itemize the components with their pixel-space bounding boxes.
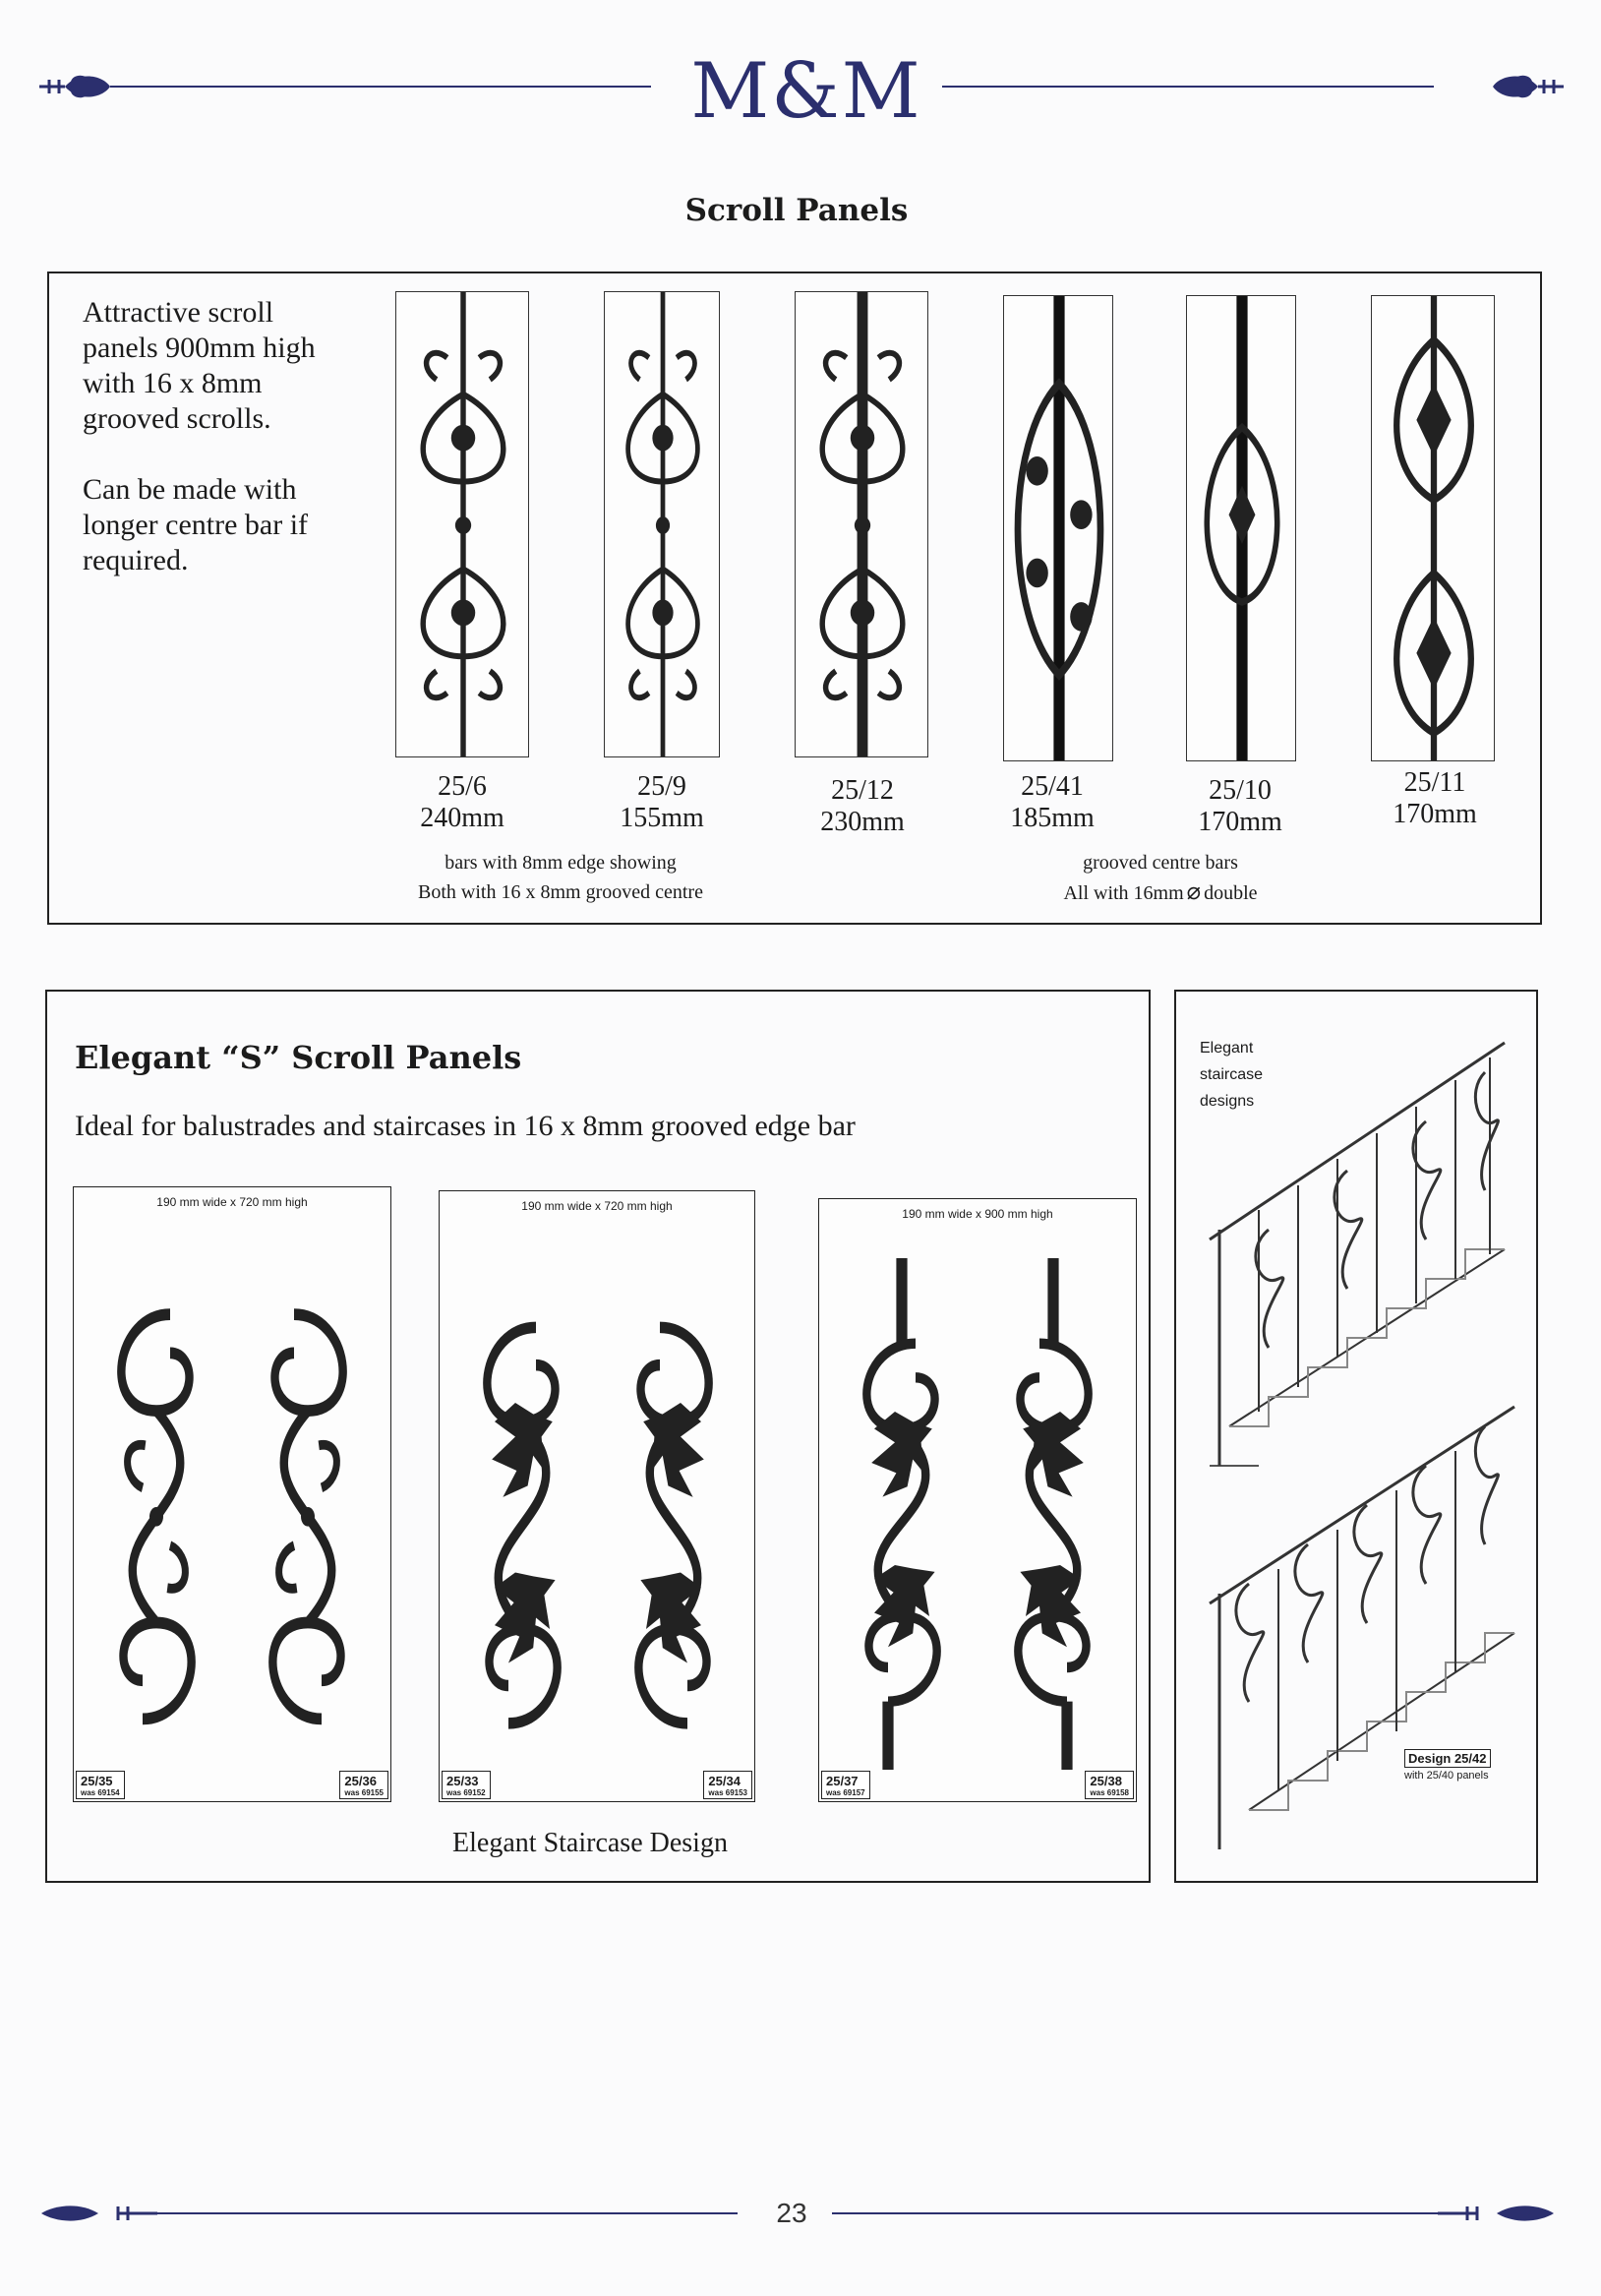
code-tag-right bbox=[1085, 1771, 1134, 1799]
code: 25/33 bbox=[446, 1774, 479, 1788]
design-note: with 25/40 panels bbox=[1404, 1770, 1489, 1782]
header-right-ornament bbox=[1431, 75, 1564, 98]
s-panel-dims: 190 mm wide x 720 mm high bbox=[521, 1199, 673, 1213]
panel-image-25-10 bbox=[1186, 295, 1296, 761]
panel-width: 170mm bbox=[1198, 807, 1282, 837]
panel-caption-25-10 bbox=[1156, 775, 1324, 838]
code-tag-left bbox=[821, 1771, 870, 1799]
code: 25/37 bbox=[826, 1774, 859, 1788]
code-tag-left bbox=[76, 1771, 125, 1799]
note-line bbox=[1003, 877, 1318, 908]
panel-image-25-9 bbox=[604, 291, 720, 757]
panel-image-25-11 bbox=[1371, 295, 1495, 761]
staircase-label-line: staircase bbox=[1200, 1066, 1264, 1083]
footer-right-ornament bbox=[1438, 2202, 1556, 2225]
staircase-label-line: designs bbox=[1200, 1093, 1255, 1110]
panel-code: 25/41 bbox=[1021, 771, 1084, 802]
panel-code: 25/6 bbox=[438, 771, 487, 802]
footer-left-rule bbox=[155, 2212, 738, 2214]
was-code: was 69153 bbox=[708, 1788, 747, 1797]
scroll-panels-title: Scroll Panels bbox=[684, 193, 909, 228]
footer-right-rule bbox=[832, 2212, 1442, 2214]
s-scroll-title: Elegant “S” Scroll Panels bbox=[75, 1039, 522, 1076]
note-line: Both with 16 x 8mm grooved centre bbox=[418, 881, 703, 903]
was-code: was 69158 bbox=[1090, 1788, 1129, 1797]
design-code: Design 25/42 bbox=[1404, 1749, 1491, 1768]
code: 25/38 bbox=[1090, 1774, 1122, 1788]
scroll-panels-note-right bbox=[1003, 848, 1318, 908]
note-text: All with 16mm bbox=[1063, 882, 1184, 904]
desc-line: panels 900mm high bbox=[83, 332, 316, 364]
s-scroll-caption: Elegant Staircase Design bbox=[452, 1828, 728, 1858]
s-panel-dims: 190 mm wide x 900 mm high bbox=[902, 1207, 1053, 1221]
staircase-illustration-bottom bbox=[1190, 1397, 1524, 1859]
was-code: was 69154 bbox=[81, 1788, 120, 1797]
code: 25/35 bbox=[81, 1774, 113, 1788]
s-panel-3 bbox=[818, 1198, 1137, 1802]
panel-code: 25/10 bbox=[1209, 775, 1272, 806]
panel-caption-25-41 bbox=[969, 771, 1136, 834]
s-panel-2 bbox=[439, 1190, 755, 1802]
panel-width: 230mm bbox=[820, 807, 905, 837]
panel-code: 25/9 bbox=[637, 771, 686, 802]
code-tag-right bbox=[703, 1771, 752, 1799]
code-tag-right bbox=[339, 1771, 388, 1799]
scroll-panels-note-left bbox=[364, 848, 757, 907]
code: 25/36 bbox=[344, 1774, 377, 1788]
desc-line: Can be made with bbox=[83, 473, 297, 506]
desc-line: longer centre bar if bbox=[83, 509, 309, 541]
panel-caption-25-12 bbox=[779, 775, 946, 838]
panel-width: 170mm bbox=[1393, 799, 1477, 829]
panel-width: 240mm bbox=[420, 803, 504, 833]
scroll-panels-description bbox=[83, 295, 378, 578]
was-code: was 69152 bbox=[446, 1788, 486, 1797]
note-line: bars with 8mm edge showing bbox=[445, 852, 677, 874]
header-right-rule bbox=[942, 86, 1434, 88]
brand-title: M&M bbox=[690, 47, 922, 136]
header-left-ornament bbox=[39, 75, 172, 98]
panel-caption-25-6 bbox=[379, 771, 546, 834]
desc-line: required. bbox=[83, 544, 189, 576]
header-left-rule bbox=[169, 86, 651, 88]
panel-caption-25-9 bbox=[578, 771, 745, 834]
panel-code: 25/11 bbox=[1403, 767, 1466, 798]
diameter-symbol: ⌀ bbox=[1186, 879, 1202, 905]
was-code: was 69155 bbox=[344, 1788, 384, 1797]
s-panel-dims: 190 mm wide x 720 mm high bbox=[156, 1195, 308, 1209]
panel-image-25-41 bbox=[1003, 295, 1113, 761]
s-panel-1 bbox=[73, 1186, 391, 1802]
desc-line: grooved scrolls. bbox=[83, 402, 271, 435]
note-line: grooved centre bars bbox=[1083, 852, 1238, 874]
panel-image-25-12 bbox=[795, 291, 928, 757]
desc-line: Attractive scroll bbox=[83, 296, 274, 329]
panel-width: 155mm bbox=[620, 803, 704, 833]
staircase-design-tag bbox=[1404, 1749, 1491, 1782]
footer-left-ornament bbox=[39, 2202, 157, 2225]
code: 25/34 bbox=[708, 1774, 741, 1788]
staircase-label-line: Elegant bbox=[1200, 1040, 1254, 1057]
page-number: 23 bbox=[776, 2198, 807, 2228]
s-scroll-subtitle: Ideal for balustrades and staircases in 16 x 8mm grooved edge bar bbox=[75, 1110, 856, 1142]
was-code: was 69157 bbox=[826, 1788, 865, 1797]
note-text: double bbox=[1204, 882, 1258, 904]
panel-width: 185mm bbox=[1010, 803, 1095, 833]
panel-code: 25/12 bbox=[831, 775, 894, 806]
panel-image-25-6 bbox=[395, 291, 529, 757]
panel-caption-25-11 bbox=[1351, 767, 1518, 830]
desc-line: with 16 x 8mm bbox=[83, 367, 263, 399]
code-tag-left bbox=[442, 1771, 491, 1799]
